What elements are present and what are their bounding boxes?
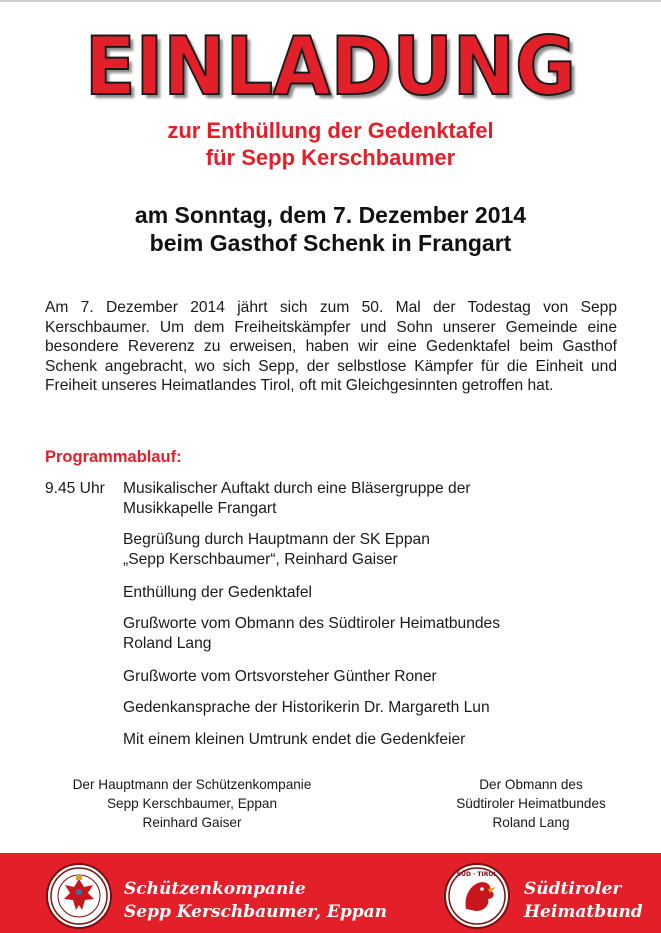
signature-left-line-2: Sepp Kerschbaumer, Eppan xyxy=(106,796,278,811)
program-title: Programmablauf: xyxy=(45,448,182,466)
program-item-1-line-2: Musikkapelle Frangart xyxy=(123,500,277,517)
program-time: 9.45 Uhr xyxy=(45,480,105,497)
signature-left-line-1: Der Hauptmann der Schützenkompanie xyxy=(72,777,312,792)
program-item-2-line-2: „Sepp Kerschbaumer“, Reinhard Gaiser xyxy=(123,551,398,568)
intro-paragraph: Am 7. Dezember 2014 jährt sich zum 50. Mal der Todestag von Sepp Kerschbaumer. Um dem Freiheitskämpfer und Sohn unserer Gemeinde eine besondere Reverenz zu erweisen, haben wir eine Gedenktafel beim Gasthof Schenk angebracht, wo sich Sepp, der selbstlose Kämpfer für die Einheit und Freiheit unseres Heimatlandes Tirol, oft mit Gleichgesinnten getroffen hat. xyxy=(45,299,617,394)
org1-name-line-1: Schützenkompanie xyxy=(124,879,306,899)
signature-right xyxy=(416,775,646,832)
program-item-5: Grußworte vom Ortsvorsteher Günther Roner xyxy=(123,668,437,685)
subtitle-line-2: für Sepp Kerschbaumer xyxy=(205,145,456,170)
signature-left-line-3: Reinhard Gaiser xyxy=(142,815,242,830)
program-item-7: Mit einem kleinen Umtrunk endet die Gedenkfeier xyxy=(123,731,466,748)
event-date: am Sonntag, dem 7. Dezember 2014 xyxy=(134,202,527,228)
schuetzenkompanie-crest-icon xyxy=(46,863,112,929)
subtitle-line-1: zur Enthüllung der Gedenktafel xyxy=(167,118,494,143)
program-item-2-line-1: Begrüßung durch Hauptmann der SK Eppan xyxy=(123,531,430,548)
signature-right-line-1: Der Obmann des xyxy=(479,777,583,792)
badge2-ring-text: SÜD · TIROL xyxy=(456,871,498,878)
program-item-1-line-1: Musikalischer Auftakt durch eine Bläsergruppe der xyxy=(123,480,471,497)
heimatbund-eagle-icon xyxy=(444,863,510,929)
top-border xyxy=(0,0,661,2)
headline-einladung: EINLADUNG xyxy=(84,20,577,113)
signature-right-line-2: Südtiroler Heimatbundes xyxy=(456,796,606,811)
signature-left xyxy=(42,775,342,832)
org2-name-line-1: Südtiroler xyxy=(524,879,622,899)
program-item-6: Gedenkansprache der Historikerin Dr. Margareth Lun xyxy=(123,699,490,716)
org1-name-line-2: Sepp Kerschbaumer, Eppan xyxy=(124,902,387,922)
event-place: beim Gasthof Schenk in Frangart xyxy=(149,230,512,256)
org2-name-line-2: Heimatbund xyxy=(524,902,643,922)
program-item-3: Enthüllung der Gedenktafel xyxy=(123,584,312,601)
program-item-4-line-1: Grußworte vom Obmann des Südtiroler Heimatbundes xyxy=(123,615,501,632)
program-item-4-line-2: Roland Lang xyxy=(123,635,212,652)
signature-right-line-3: Roland Lang xyxy=(492,815,570,830)
